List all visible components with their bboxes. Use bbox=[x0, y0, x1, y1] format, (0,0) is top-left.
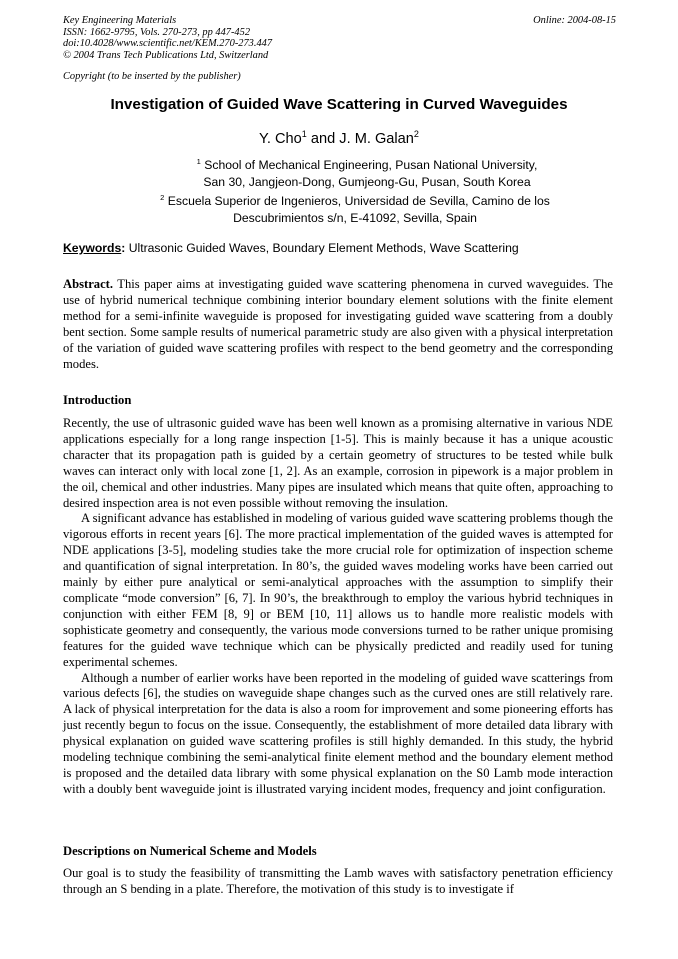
author-1: Y. Cho bbox=[259, 131, 302, 147]
affiliation-2-line-1: Escuela Superior de Ingenieros, Universidad de Sevilla, Camino de los bbox=[167, 194, 550, 208]
keywords-colon: : bbox=[121, 241, 126, 255]
paper-title: Investigation of Guided Wave Scattering in Curved Waveguides bbox=[110, 96, 568, 113]
affiliation-1-mark: 1 bbox=[196, 156, 201, 166]
abstract-text: This paper aims at investigating guided wave scattering phenomena in curved waveguides. The use of hybrid numerical technique combining interior boundary element solutions with the finite element method for a semi-infinite waveguide is proposed for investigating guided wave scattering from a doubly bent section. Some sample results of numerical parametric study are also given with a physical interpretation of the variation of guided wave scattering profiles with respect to the bend geometry and the corresponding modes. bbox=[63, 277, 613, 371]
section-heading-descriptions: Descriptions on Numerical Scheme and Models bbox=[63, 844, 317, 858]
affiliation-1-line-1: School of Mechanical Engineering, Pusan National University, bbox=[204, 158, 538, 172]
intro-paragraph-1: Recently, the use of ultrasonic guided wave has been well known as a promising alternative in various NDE applications especially for a long range inspection [1-5]. This is mainly because it has a unique acoustic character that its propagation path is guided by a certain geometry of structures to be tested while bulk waves can interact only with local zone [1, 2]. As an example, corrosion in pipework is a major problem in the oil, chemical and other industries. Many pipes are insulated which means that quite often, approaching to desired inspection area is not even possible without removing the insulation. bbox=[63, 416, 613, 510]
descriptions-paragraph-1: Our goal is to study the feasibility of transmitting the Lamb waves with satisfactory penetration efficiency through an S bending in a plate. Therefore, the motivation of this study is to investigate if bbox=[63, 866, 613, 896]
copyright-note: Copyright (to be inserted by the publisher) bbox=[63, 71, 241, 82]
keywords-label: Keywords bbox=[63, 241, 122, 255]
section-heading-introduction: Introduction bbox=[63, 393, 132, 407]
issn-line: ISSN: 1662-9795, Vols. 270-273, pp 447-452 bbox=[63, 26, 251, 38]
journal-name: Key Engineering Materials bbox=[63, 15, 177, 26]
abstract-label: Abstract. bbox=[63, 277, 114, 291]
author-separator: and J. M. Galan bbox=[306, 131, 414, 147]
abstract bbox=[63, 277, 613, 372]
affiliation-1-line-2: San 30, Jangjeon-Dong, Gumjeong-Gu, Pusan, South Korea bbox=[203, 174, 531, 189]
publisher-line: © 2004 Trans Tech Publications Ltd, Switzerland bbox=[63, 49, 269, 61]
author-line bbox=[0, 131, 678, 147]
affiliation-2 bbox=[16, 193, 678, 226]
doi-line: doi:10.4028/www.scientific.net/KEM.270-273.447 bbox=[63, 38, 273, 50]
journal-header bbox=[63, 15, 272, 61]
affiliation-2-line-2: Descubrimientos s/n, E-41092, Sevilla, Spain bbox=[233, 210, 477, 225]
keywords-list: Ultrasonic Guided Waves, Boundary Element Methods, Wave Scattering bbox=[125, 241, 519, 255]
introduction-section bbox=[63, 416, 613, 798]
affiliation-1 bbox=[28, 157, 678, 190]
online-date: Online: 2004-08-15 bbox=[533, 15, 616, 26]
intro-paragraph-3: Although a number of earlier works have been reported in the modeling of guided wave scatterings from various defects [6], the studies on waveguide shape changes such as the curved ones are still relatively rare. A lack of physical interpretation for the data is also a room for improvement and some pioneering efforts has just recently begun to focus on the issue. Consequently, the establishment of more detailed data library with physical explanation on guided wave scattering profiles is still highly demanded. In this study, the hybrid modeling technique combining the semi-analytical finite element method and the boundary element method is proposed and the detailed data library with some physical explanation on the S0 Lamb mode interaction with a doubly bent waveguide joint is illustrated varying incident modes, frequency and joint configuration. bbox=[63, 670, 613, 796]
author-2-affil-mark: 2 bbox=[413, 129, 419, 140]
affiliation-2-mark: 2 bbox=[160, 192, 165, 202]
descriptions-section bbox=[63, 866, 613, 898]
author-1-affil-mark: 1 bbox=[301, 129, 307, 140]
keywords bbox=[63, 241, 519, 255]
intro-paragraph-2: A significant advance has established in modeling of various guided wave scattering problems though the vigorous efforts in recent years [6]. The more practical implementation of the guided waves is attempted for NDE applications [3-5], modeling studies take the more crucial role for optimization of inspection scheme and quantification of signal interpretation. In 80’s, the guided waves modeling works have been carried out mainly by either pure analytical or semi-analytical approaches with the assumption to simplify their complicate “mode conversion” [6, 7]. In 90’s, the breakthrough to employ the various hybrid techniques in conjunction with either FEM [8, 9] or BEM [10, 11] allows us to handle more realistic models with sophisticate geometry and consequently, the various mode conversions turned to be rather unique promising features for the guided wave technique which can be physically predicted and readily used for tuning experimental schemes. bbox=[63, 511, 613, 669]
